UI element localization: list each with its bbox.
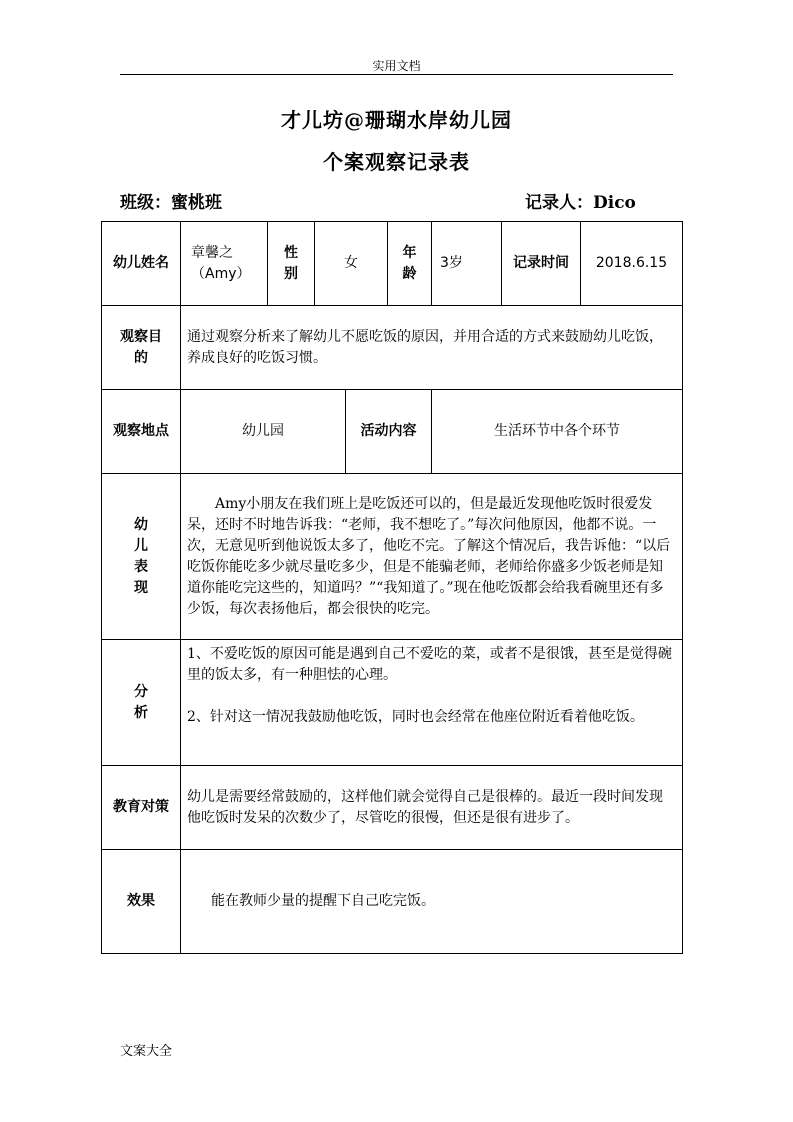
effect-label: 效果 (102, 850, 181, 954)
purpose-text: 通过观察分析来了解幼儿不愿吃饭的原因，并用合适的方式来鼓励幼儿吃饭，养成良好的吃饭习惯。 (181, 306, 683, 390)
header-divider (120, 74, 673, 75)
analysis-label: 分析 (102, 640, 181, 766)
age-label: 年龄 (388, 222, 432, 306)
strategy-label: 教育对策 (102, 766, 181, 850)
row-basic-info (102, 222, 683, 306)
class-label: 班级：蜜桃班 (120, 193, 222, 213)
row-effect (102, 850, 683, 954)
analysis-point-2: 2、针对这一情况我鼓励他吃饭，同时也会经常在他座位附近看着他吃饭。 (187, 709, 644, 725)
activity-label: 活动内容 (346, 390, 432, 474)
school-title: 才儿坊@珊瑚水岸幼儿园 (281, 108, 512, 132)
location-label: 观察地点 (102, 390, 181, 474)
row-strategy (102, 766, 683, 850)
child-name-label: 幼儿姓名 (102, 222, 181, 306)
running-footer: 文案大全 (120, 1044, 173, 1059)
row-behavior (102, 474, 683, 640)
gender-label: 性别 (268, 222, 315, 306)
location-value: 幼儿园 (181, 390, 346, 474)
analysis-point-1: 1、不爱吃饭的原因可能是遇到自己不爱吃的菜，或者不是很饿，甚至是觉得碗里的饭太多，有一种胆怯的心理。 (187, 646, 672, 683)
behavior-text: Amy小朋友在我们班上是吃饭还可以的，但是最近发现他吃饭时很爱发呆，还时不时地告诉我：“老师，我不想吃了。”每次问他原因，他都不说。一次，无意见听到他说饭太多了，他吃不完。了解这个情况后，我告诉他：“以后吃饭你能吃多少就尽量吃多少，但是不能骗老师，老师给你盛多少饭老师是知道你能吃完这些的，知道吗？”“我知道了。”现在他吃饭都会给我看碗里还有多少饭，每次表扬他后，都会很快的吃完。 (187, 495, 671, 617)
row-location (102, 390, 683, 474)
age-value: 3岁 (432, 222, 502, 306)
recorder-label: 记录人：Dico (525, 193, 636, 213)
observation-record-table (101, 221, 683, 954)
record-time-label: 记录时间 (502, 222, 581, 306)
effect-text: 能在教师少量的提醒下自己吃完饭。 (181, 850, 683, 954)
running-header: 实用文档 (372, 59, 421, 73)
child-name-value: 章馨之（Amy） (181, 222, 268, 306)
strategy-text: 幼儿是需要经常鼓励的，这样他们就会觉得自己是很棒的。最近一段时间发现他吃饭时发呆的次数少了，尽管吃的很慢，但还是很有进步了。 (181, 766, 683, 850)
record-time-value: 2018.6.15 (581, 222, 683, 306)
behavior-label: 幼儿表现 (102, 474, 181, 640)
purpose-label: 观察目的 (102, 306, 181, 390)
row-analysis (102, 640, 683, 766)
form-title: 个案观察记录表 (323, 150, 470, 174)
gender-value: 女 (315, 222, 388, 306)
row-purpose (102, 306, 683, 390)
activity-value: 生活环节中各个环节 (432, 390, 683, 474)
